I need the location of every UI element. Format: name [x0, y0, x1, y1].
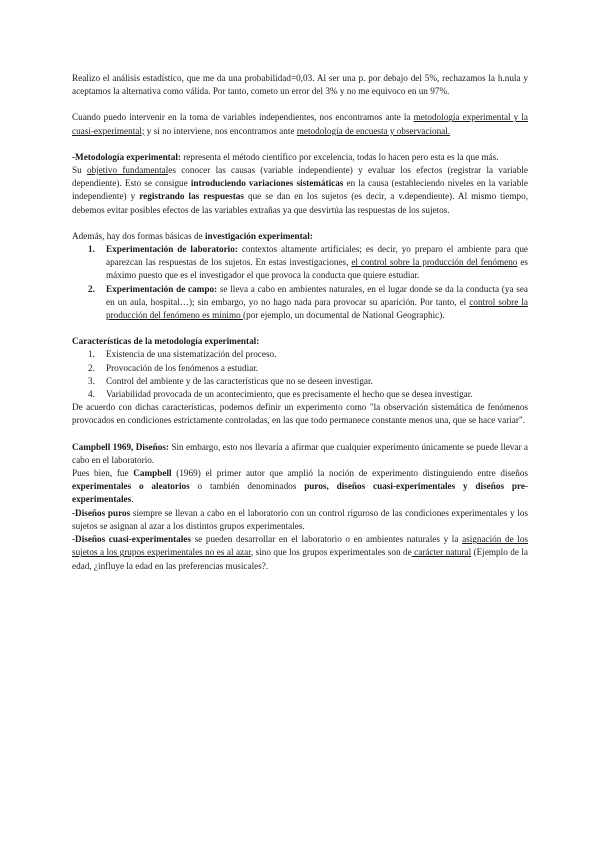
paragraph-experimental-method: -Metodología experimental: representa el método científico por excelencia, todas lo hacen pero esta es la que más.: [72, 151, 499, 162]
paragraph-pure-designs: -Diseños puros siempre se llevan a cabo en el laboratorio con un control riguroso de las condiciones experimentales y los sujetos se asignan al azar a los distintos grupos experimentales.: [72, 507, 529, 531]
experiment-types-list: [72, 243, 528, 322]
paragraph-definition: De acuerdo con dichas características, podemos definir un experimento como "la observación sistemática de fenómenos provocados en condiciones estrictamente controladas, en las que todo permanece constante menos una, que se hace variar".: [72, 402, 528, 426]
list-item: 1. Existencia de una sistematización del proceso.: [88, 349, 277, 360]
paragraph-methodologies: Cuando puedo intervenir en la toma de variables independientes, nos encontramos ante la metodología experimental y la cuasi-experimental; y si no interviene, nos encontramos ante metodología de encuesta y observacional.: [72, 112, 529, 136]
list-item: 3. Control del ambiente y de las características que no se deseen investigar.: [88, 375, 373, 386]
document-page: [72, 72, 528, 573]
list-item: 2. Provocación de los fenómenos a estudiar.: [88, 362, 259, 373]
paragraph-quasi-designs: -Diseños cuasi-experimentales se pueden desarrollar en el laboratorio o en ambientes naturales y la asignación de los sujetos a los grupos experimentales no es al azar, sino que los grupos experimentales son de carácter natural (Ejemplo de la edad, ¿influye la edad en las preferencias musicales?.: [72, 534, 528, 571]
characteristics-list: [72, 348, 528, 401]
list-item: 2. Experimentación de campo: se lleva a cabo en ambientes naturales, en el lugar donde se da la conducta (ya sea en un aula, hospital…); sin embargo, yo no hago nada para provocar su aparición. Por tanto, el control sobre la producción del fenómeno es mínimo (por ejemplo, un documental de National Geographic).: [88, 283, 528, 321]
list-item: 4. Variabilidad provocada de un acontecimiento, que es precisamente el hecho que se desea investigar.: [88, 389, 473, 400]
heading-characteristics: Características de la metodología experimental:: [72, 336, 260, 347]
list-item: 1. Experimentación de laboratorio: contextos altamente artificiales; es decir, yo preparo el ambiente para que aparezcan las respuestas de los sujetos. En estas investigaciones, el control sobre la producción del fenómeno es máximo puesto que es el investigador el que provoca la conducta que quiere estudiar.: [88, 244, 528, 281]
paragraph-campbell-intro: Campbell 1969, Diseños: Sin embargo, esto nos llevaría a afirmar que cualquier experimento únicamente se puede llevar a cabo en el laboratorio.: [72, 441, 528, 465]
paragraph-objective: Su objetivo fundamentales conocer las causas (variable independiente) y evaluar los efectos (registrar la variable dependiente). Esto se consigue introduciendo variaciones sistemáticas en la causa (estableciendo niveles en la variable independiente) y registrando las respuestas que se dan en los sujetos (es decir, a v.dependiente). Al mismo tiempo, debemos evitar posibles efectos de las variables extrañas ya que desvirtúa las respuestas de los sujetos.: [72, 165, 528, 215]
paragraph-campbell-designs: Pues bien, fue Campbell (1969) el primer autor que amplió la noción de experimento distinguiendo entre diseños experimentales o aleatorios o también denominados puros, diseños cuasi-experimentales y diseños pre-experimentales.: [72, 468, 528, 505]
paragraph-statistics: Realizo el análisis estadístico, que me da una probabilidad=0,03. Al ser una p. por debajo del 5%, rechazamos la h.nula y aceptamos la alternativa como válida. Por tanto, cometo un error del 3% y no me equivoco en un 97%.: [72, 73, 528, 97]
paragraph-two-forms: Además, hay dos formas básicas de investigación experimental:: [72, 230, 313, 241]
